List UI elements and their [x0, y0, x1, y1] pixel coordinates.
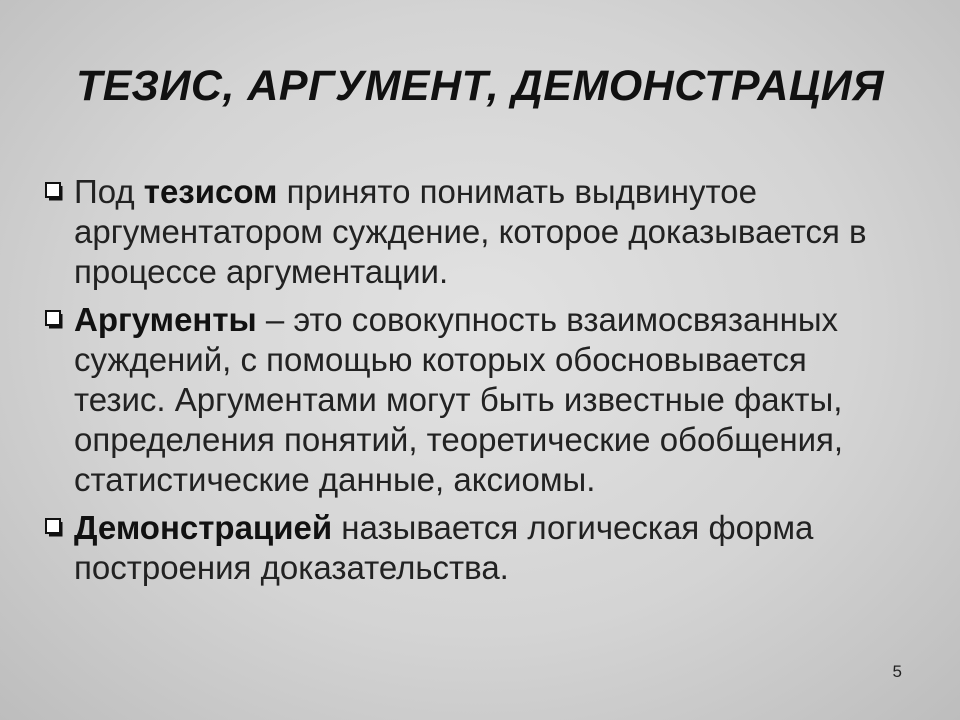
bullet-demonstration-text: называется логическая форма построения доказательства. [74, 509, 814, 586]
checkbox-bullet-icon [44, 517, 64, 537]
bullet-thesis-pre: Под [74, 173, 144, 210]
bullet-arguments [40, 300, 900, 500]
bullet-demonstration-term: Демонстрацией [74, 509, 333, 546]
bullet-demonstration [40, 508, 900, 588]
bullet-thesis-term: тезисом [143, 173, 278, 210]
bullet-arguments-text: – это совокупность взаимосвязанных суждений, с помощью которых обосновывается тезис. Аргументами могут быть известные факты, определения понятий, теоретические обобщения, статистические данные, аксиомы. [74, 301, 844, 498]
checkbox-bullet-icon [44, 309, 64, 329]
bullet-thesis-text: принято понимать выдвинутое аргументатором суждение, которое доказывается в процессе аргументации. [74, 173, 867, 290]
checkbox-bullet-icon [44, 181, 64, 201]
bullet-thesis [40, 172, 900, 292]
bullet-list [40, 172, 900, 596]
slide-title: ТЕЗИС, АРГУМЕНТ, ДЕМОНСТРАЦИЯ [75, 62, 885, 110]
bullet-arguments-term: Аргументы [74, 301, 257, 338]
page-number: 5 [892, 662, 902, 681]
